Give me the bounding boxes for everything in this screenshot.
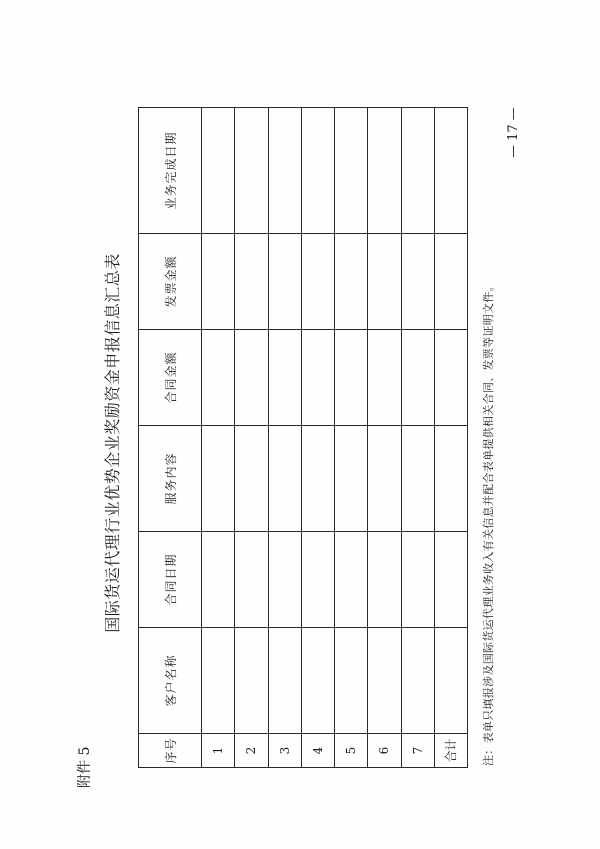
row-number: 2 xyxy=(235,734,268,768)
empty-cell xyxy=(235,330,268,426)
empty-cell xyxy=(368,234,401,330)
row-number: 3 xyxy=(268,734,301,768)
rotated-sheet xyxy=(72,98,542,788)
empty-cell xyxy=(368,330,401,426)
empty-cell xyxy=(335,426,368,532)
empty-cell xyxy=(202,330,235,426)
table-row xyxy=(401,108,434,768)
row-number: 1 xyxy=(202,734,235,768)
empty-cell xyxy=(268,628,301,734)
row-number: 6 xyxy=(368,734,401,768)
empty-cell xyxy=(434,234,467,330)
empty-cell xyxy=(268,532,301,628)
attachment-label: 附件 5 xyxy=(77,746,93,788)
table-row xyxy=(335,108,368,768)
column-header: 客户名称 xyxy=(139,628,202,734)
empty-cell xyxy=(268,330,301,426)
empty-cell xyxy=(235,108,268,234)
column-header: 合同日期 xyxy=(139,532,202,628)
empty-cell xyxy=(401,532,434,628)
empty-cell xyxy=(301,108,334,234)
table-header-row xyxy=(139,108,202,768)
empty-cell xyxy=(434,108,467,234)
table-row xyxy=(268,108,301,768)
empty-cell xyxy=(401,628,434,734)
empty-cell xyxy=(235,426,268,532)
empty-cell xyxy=(202,234,235,330)
empty-cell xyxy=(202,628,235,734)
empty-cell xyxy=(235,234,268,330)
empty-cell xyxy=(434,628,467,734)
empty-cell xyxy=(202,426,235,532)
empty-cell xyxy=(368,426,401,532)
empty-cell xyxy=(401,426,434,532)
table-row xyxy=(368,108,401,768)
empty-cell xyxy=(368,108,401,234)
empty-cell xyxy=(301,234,334,330)
empty-cell xyxy=(301,426,334,532)
empty-cell xyxy=(202,532,235,628)
empty-cell xyxy=(368,532,401,628)
empty-cell xyxy=(335,532,368,628)
empty-cell xyxy=(268,426,301,532)
empty-cell xyxy=(235,532,268,628)
table-row xyxy=(301,108,334,768)
footnote: 注：表单只填报涉及国际货运代理业务收入有关信息并配合表单提供相关合同、发票等证明文件。 xyxy=(482,280,495,766)
column-header: 合同金额 xyxy=(139,330,202,426)
table-row xyxy=(235,108,268,768)
empty-cell xyxy=(268,234,301,330)
empty-cell xyxy=(335,234,368,330)
empty-cell xyxy=(301,532,334,628)
table-title: 国际货运代理行业优势企业奖励资金申报信息汇总表 xyxy=(103,253,122,633)
empty-cell xyxy=(401,234,434,330)
column-header: 服务内容 xyxy=(139,426,202,532)
empty-cell xyxy=(335,628,368,734)
empty-cell xyxy=(301,628,334,734)
page-number: — 17 — xyxy=(506,107,521,158)
empty-cell xyxy=(401,330,434,426)
column-header: 序号 xyxy=(139,734,202,768)
empty-cell xyxy=(434,330,467,426)
row-number: 7 xyxy=(401,734,434,768)
row-number: 5 xyxy=(335,734,368,768)
empty-cell xyxy=(335,108,368,234)
empty-cell xyxy=(235,628,268,734)
empty-cell xyxy=(434,532,467,628)
column-header: 业务完成日期 xyxy=(139,108,202,234)
summary-table xyxy=(138,107,468,768)
empty-cell xyxy=(301,330,334,426)
empty-cell xyxy=(202,108,235,234)
column-header: 发票金额 xyxy=(139,234,202,330)
row-number: 4 xyxy=(301,734,334,768)
empty-cell xyxy=(401,108,434,234)
empty-cell xyxy=(368,628,401,734)
table-row xyxy=(202,108,235,768)
empty-cell xyxy=(335,330,368,426)
total-label: 合计 xyxy=(434,734,467,768)
empty-cell xyxy=(268,108,301,234)
empty-cell xyxy=(434,426,467,532)
table-total-row xyxy=(434,108,467,768)
